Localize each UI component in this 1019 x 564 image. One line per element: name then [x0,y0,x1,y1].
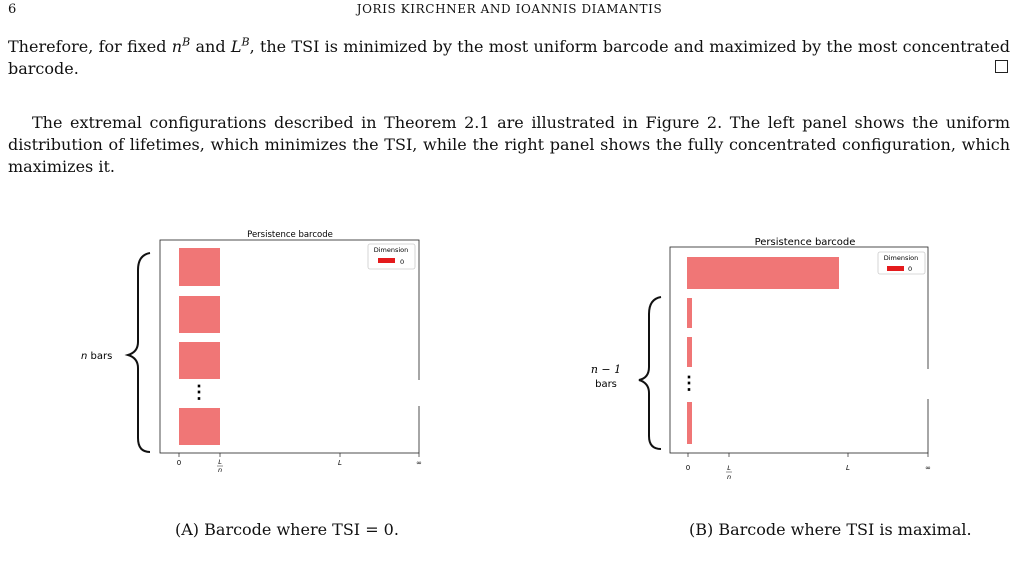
ellipsis-a-icon: ⋮ [190,382,208,403]
xtick-a-L: L [338,459,342,467]
running-head: JORIS KIRCHNER AND IOANNIS DIAMANTIS [356,2,663,16]
para1-text-3: , the TSI is minimized by the most uniform barcode and maximized by the most concentrated barcode. [8,37,1011,78]
caption-a [175,520,399,539]
caption-a-text: Barcode where TSI = 0. [204,520,399,539]
para1-text-2: and [190,37,231,56]
brace-b-label-line1: n − 1 [590,363,622,376]
math-n: n [171,37,183,56]
xtick-a-Ln-den: n [217,466,223,474]
gap-b [671,369,933,399]
math-n-sup: B [182,35,191,49]
bar-b-4 [687,402,692,444]
xtick-a-0: 0 [176,459,182,467]
caption-b [689,520,972,539]
legend-a-title: Dimension [373,246,409,254]
xtick-a-Ln-num: L [218,458,222,466]
legend-b-swatch [887,266,904,271]
bar-b-2 [687,298,692,328]
page-number: 6 [8,2,17,17]
brace-b-icon [639,297,661,449]
plot-a-title: Persistence barcode [247,230,333,240]
xtick-a-inf: ∞ [416,459,422,467]
legend-b-entry: 0 [908,265,913,273]
brace-a-label: n bars [81,351,113,362]
xtick-b-L: L [846,464,850,472]
caption-a-tag: (A) [175,520,200,539]
caption-b-text: Barcode where TSI is maximal. [718,520,972,539]
xtick-b-Ln-den: n [726,473,732,481]
bar-b-long [687,257,839,289]
math-L: L [230,37,242,56]
xtick-b-Ln-num: L [727,464,731,472]
legend-b-title: Dimension [883,254,919,262]
para1-text-1: Therefore, for fixed [8,37,172,56]
math-L-sup: B [241,35,250,49]
xtick-b-0: 0 [685,464,691,472]
bar-b-3 [687,337,692,367]
brace-b-label-line2: bars [595,379,617,390]
legend-a-entry: 0 [400,258,405,266]
caption-b-tag: (B) [689,520,714,539]
ellipsis-b-icon: ⋮ [680,373,698,394]
paragraph-figure-intro: The extremal configurations described in Theorem 2.1 are illustrated in Figure 2. The left panel shows the uniform distribution of lifetimes, which minimizes the TSI, while the right panel shows the fully concentrated configuration, which maximizes it. [8,113,1010,176]
xtick-b-inf: ∞ [925,464,931,472]
plot-b-title: Persistence barcode [754,237,856,248]
